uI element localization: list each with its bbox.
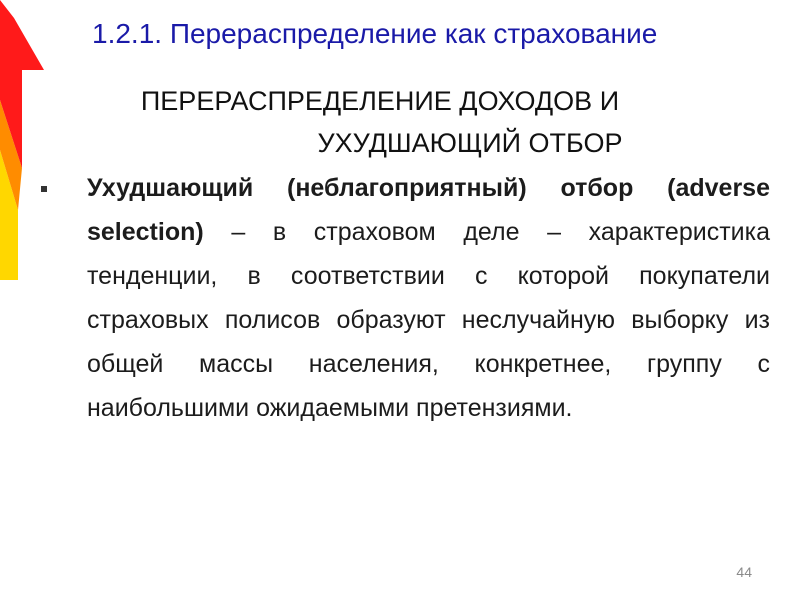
section-heading: [60, 80, 740, 164]
page-number: 44: [736, 564, 752, 580]
section-heading-line-1: ПЕРЕРАСПРЕДЕЛЕНИЕ ДОХОДОВ И: [140, 86, 620, 116]
bullet-marker: [41, 186, 47, 192]
definition-paragraph: [87, 166, 770, 430]
definition-text: – в страховом деле – характеристика тенденции, в соответствии с которой покупатели страховых полисов образуют неслучайную выборку из общей массы населения, конкретнее, группу с наибольшими ожидаемыми претензиями.: [87, 218, 771, 422]
section-heading-line-2: УХУДШАЮЩИЙ ОТБОР: [317, 128, 623, 158]
slide-title: 1.2.1. Перераспределение как страхование: [92, 18, 658, 49]
decorative-arrow-shape: [0, 0, 48, 290]
defined-term: Ухудшающий (неблагоприятный) отбор (adverse selection): [87, 174, 770, 246]
